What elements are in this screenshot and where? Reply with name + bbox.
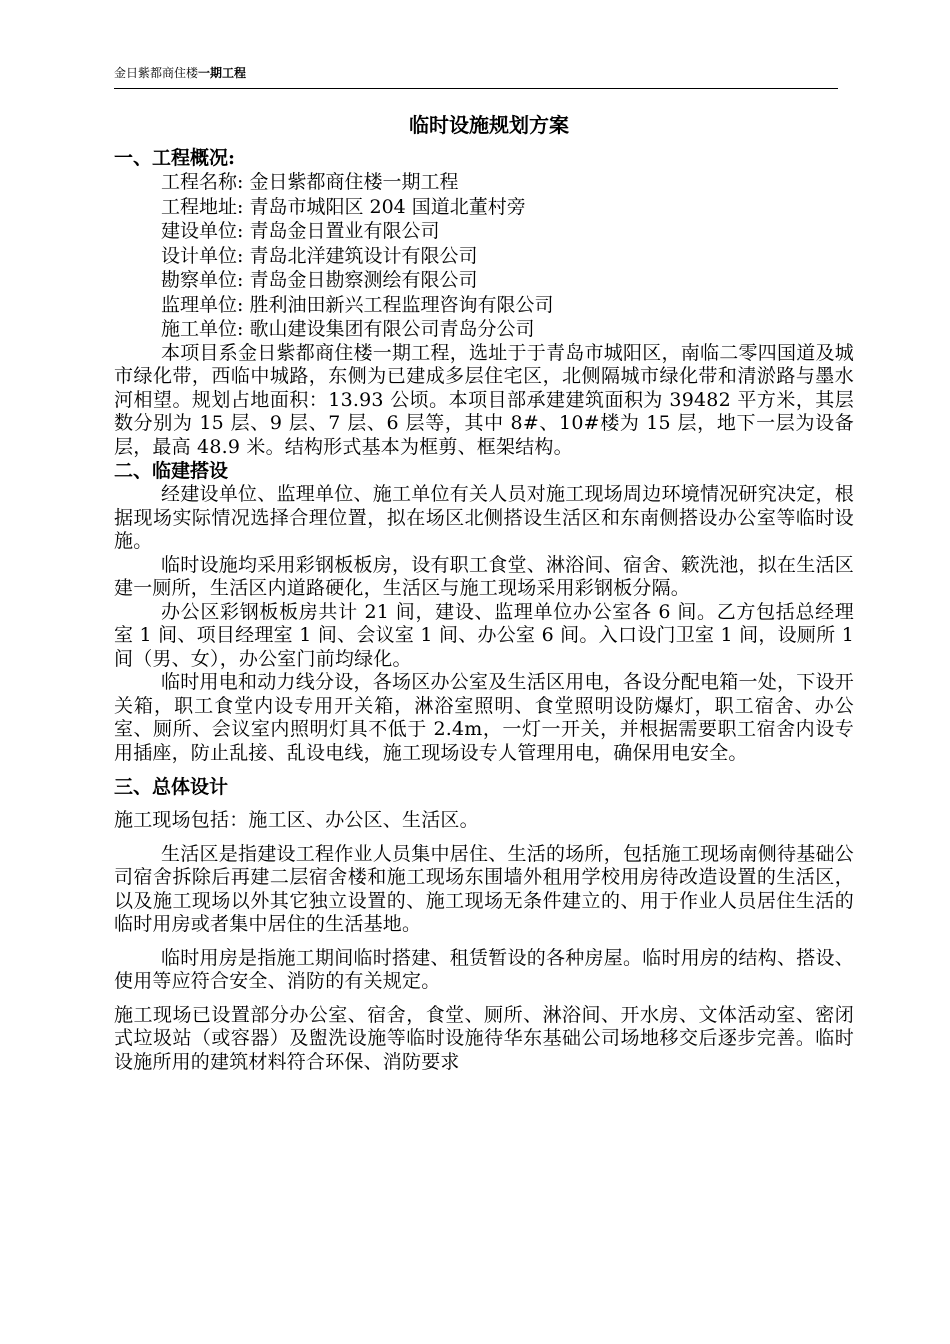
document-body — [114, 110, 854, 1074]
info-designer: 设计单位: 青岛北洋建筑设计有限公司 — [161, 244, 478, 267]
page-header — [114, 64, 838, 89]
section-1-paragraph: 本项目系金日紫都商住楼一期工程，选址于于青岛市城阳区，南临二零四国道及城市绿化带，西临中城路，东侧为已建成多层住宅区，北侧隔城市绿化带和清淤路与墨水河相望。规划占地面积：13.93 公顷。本项目部承建建筑面积为 39482 平方米，其层数分别为 15 层、9 层、7 层、6 层等，其中 8#、10#楼为 15 层，地下一层为设备层，最高 48.9 米。结构形式基本为框剪、框架结构。 — [114, 341, 854, 458]
section-3-paragraph-1: 生活区是指建设工程作业人员集中居住、生活的场所，包括施工现场南侧待基础公司宿舍拆除后再建二层宿舍楼和施工现场东围墙外租用学校用房待改造设置的生活区，以及施工现场以外其它独立设置的、施工现场无条件建立的、用于作业人员居住生活的临时用房或者集中居住的生活基地。 — [114, 842, 854, 935]
info-owner: 建设单位: 青岛金日置业有限公司 — [161, 220, 440, 242]
project-info-list — [114, 170, 854, 342]
section-2-paragraph-3: 办公区彩钢板板房共计 21 间，建设、监理单位办公室各 6 间。乙方包括总经理室 1 间、项目经理室 1 间、会议室 1 间、办公室 6 间。入口设门卫室 1 间，设厕所 1 间（男、女），办公室门前均绿化。 — [114, 600, 854, 670]
section-3-paragraph-2: 临时用房是指施工期间临时搭建、租赁暂设的各种房屋。临时用房的结构、搭设、使用等应符合安全、消防的有关规定。 — [114, 946, 854, 992]
header-project-name: 金日紫都商住楼 — [114, 66, 199, 80]
info-supervisor: 监理单位: 胜利油田新兴工程监理咨询有限公司 — [161, 293, 554, 316]
header-phase: 一期工程 — [198, 66, 247, 80]
section-3-heading: 三、总体设计 — [114, 776, 229, 798]
section-2-paragraph-2: 临时设施均采用彩钢板板房，设有职工食堂、淋浴间、宿舍、簌洗池，拟在生活区建一厕所，生活区内道路硬化，生活区与施工现场采用彩钢板分隔。 — [114, 553, 854, 599]
info-project-name: 工程名称: 金日紫都商住楼一期工程 — [161, 171, 459, 193]
info-project-address: 工程地址: 青岛市城阳区 204 国道北董村旁 — [161, 195, 526, 218]
section-2-heading: 二、临建搭设 — [114, 460, 229, 482]
info-contractor: 施工单位: 歌山建设集团有限公司青岛分公司 — [161, 318, 535, 340]
section-3-intro: 施工现场包括：施工区、办公区、生活区。 — [114, 809, 479, 831]
section-3-paragraph-3: 施工现场已设置部分办公室、宿舍，食堂、厕所、淋浴间、开水房、文体活动室、密闭式垃圾站（或容器）及盥洗设施等临时设施待华东基础公司场地移交后逐步完善。临时设施所用的建筑材料符合环保、消防要求 — [114, 1003, 854, 1073]
document-title: 临时设施规划方案 — [409, 113, 569, 137]
section-2-paragraph-4: 临时用电和动力线分设，各场区办公室及生活区用电，各设分配电箱一处，下设开关箱，职工食堂内设专用开关箱，淋浴室照明、食堂照明设防爆灯，职工宿舍、办公室、厕所、会议室内照明灯具不低于 2.4m，一灯一开关，并根据需要职工宿舍内设专用插座，防止乱接、乱设电线，施工现场设专人管理用电，确保用电安全。 — [114, 671, 854, 764]
info-surveyor: 勘察单位: 青岛金日勘察测绘有限公司 — [161, 269, 478, 291]
section-2-paragraph-1: 经建设单位、监理单位、施工单位有关人员对施工现场周边环境情况研究决定，根据现场实际情况选择合理位置，拟在场区北侧搭设生活区和东南侧搭设办公室等临时设施。 — [114, 483, 854, 552]
section-1-heading: 一、工程概况: — [114, 147, 236, 169]
